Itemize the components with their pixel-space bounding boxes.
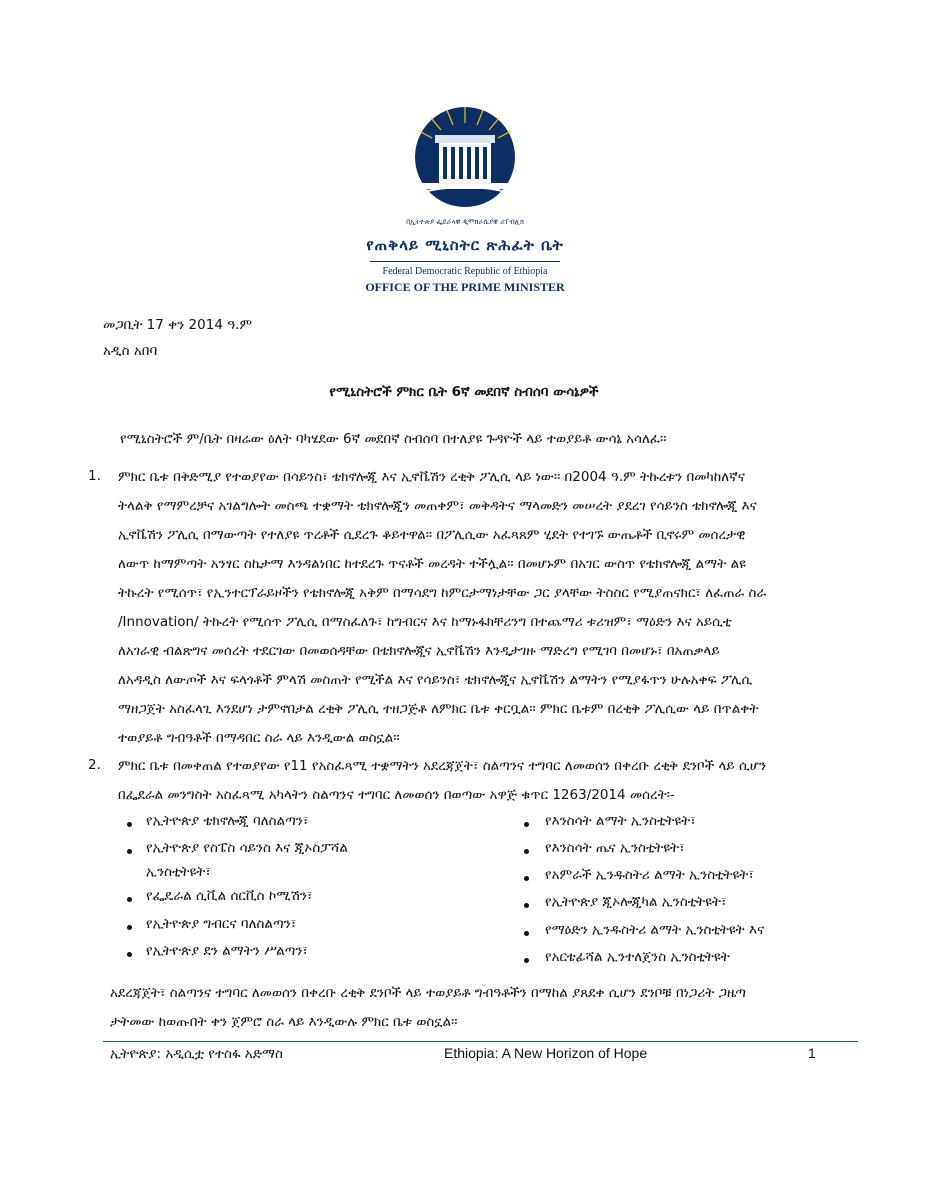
bullet-icon <box>524 903 529 908</box>
building-emblem-icon <box>375 105 555 220</box>
institution-item: የእንስሳት ጤና ኢንስቲትዩት፣ <box>545 840 685 856</box>
item-number: 2. <box>88 757 101 773</box>
institution-item: የኢትዮጵያ የስፔስ ሳይንስ እና ጂኦስፓሻል <box>146 840 348 856</box>
institution-item: የማዕድን ኢንዱስትሪ ልማት ኢንስቲትዩት እና <box>545 922 765 938</box>
letterhead-english-office: OFFICE OF THE PRIME MINISTER <box>365 280 565 294</box>
institution-item: የአርቴፊሻል ኢንተለጀንስ ኢንስቲትዩት <box>545 949 730 965</box>
item-1-line: ተወያይቶ ግብዓቶች በማዳበር ስራ ላይ እንዲውል ወስኗል፡፡ <box>118 730 400 746</box>
institution-item-wrap: ኢንስቲትዩት፣ <box>146 864 211 880</box>
closing-line: ታትመው ከወጡበት ቀን ጀምሮ ስራ ላይ እንዲውሉ ምክር ቤቱ ወስኗል፡፡ <box>110 1014 458 1030</box>
letterhead-amharic-office: የጠቅላይ ሚኒስትር ጽሕፈት ቤት <box>366 236 564 254</box>
bullet-icon <box>524 931 529 936</box>
document-heading: የሚኒስትሮች ምክር ቤት 6ኛ መደበኛ ስብሰባ ውሳኔዎች <box>329 384 599 400</box>
document-date: መጋቢት 17 ቀን 2014 ዓ.ም <box>103 317 253 333</box>
letterhead-amharic-country: በኢትዮጵያ ፌደራላዊ ዲሞክራሲያዊ ሪፐብሊክ <box>406 218 524 226</box>
institution-item: የኢትዮጵያ ጂኦሎጂካል ኢንስቲትዩት፣ <box>545 894 727 910</box>
intro-paragraph: የሚኒስትሮች ም/ቤት በዛሬው ዕለት ባካሄደው 6ኛ መደበኛ ስብሰባ በተለያዩ ጉዳዮች ላይ ተወያይቶ ውሳኔ አሳለፈ፡፡ <box>120 431 667 447</box>
item-1-line: ትኩረት የሚሰጥ፣ የኢንተርፕራይዞችን የቴክኖሎጂ አቅም በማሳደግ ከምርታማነታቸው ጋር ያላቸው ትስስር የሚያጠናክር፣ ለፈጠራ ስራ <box>118 585 767 601</box>
item-1-line: ትላልቅ የማምረቻና አገልግሎት መስጫ ተቋማት ቴክኖሎጂን መጠቀም፣ መቅዳትና ማላመድን መሠረት ያደረገ የሳይንስ ቴክኖሎጂ እና <box>118 498 757 514</box>
letterhead-english-country: Federal Democratic Republic of Ethiopia <box>382 266 548 277</box>
item-2-line: በፌደራል መንግስት አስፈጻሚ አካላትን ስልጣንና ተግባር ለመወሰን በወጣው አዋጅ ቁጥር 1263/2014 መሰረት፡- <box>118 787 675 803</box>
item-1-line: ለአዳዲስ ለውጦች እና ፍላጎቶች ምላሽ መስጠት የሚችል እና የሳይንስ፣ ቴክኖሎጂና ኢኖቬሽን ልማትን የሚያፋጥን ሁሉአቀፍ ፖሊሲ <box>118 672 753 688</box>
bullet-icon <box>524 849 529 854</box>
bullet-icon <box>524 958 529 963</box>
item-1-line: ለአገራዊ ብልጽግና መሰረት ተደርገው በመወሰዳቸው በቴክኖሎጂና ኢኖቬሽን እንዲታገዙ ማድረግ የሚገባ በመሆኑ፣ በአጠቃላይ <box>118 643 720 659</box>
pm-office-emblem <box>375 105 555 250</box>
footer-motto-english: Ethiopia: A New Horizon of Hope <box>444 1045 648 1061</box>
item-number: 1. <box>88 468 101 484</box>
bullet-icon <box>127 822 132 827</box>
item-1-line: ለውጥ ከማምጣት አንፃር ስኬታማ እንዳልነበር ከተደረጉ ጥናቶች መረዳት ተችሏል፡፡ በመሆኑም በአገር ውስጥ የቴክኖሎጂ ልማት ልዩ <box>118 556 746 572</box>
institution-item: የእንስሳት ልማት ኢንስቲትዩት፣ <box>545 813 696 829</box>
footer-motto-amharic: ኢትዮጵያ: አዲሲቷ የተስፋ አድማስ <box>110 1046 283 1062</box>
bullet-icon <box>127 925 132 930</box>
item-2-line: ምክር ቤቱ በመቀጠል የተወያየው የ11 የአስፈጻሚ ተቋማትን አደረጃጀት፣ ስልጣንና ተግባር ለመወሰን በቀረቡ ረቂቅ ደንቦች ላይ ሲሆን <box>118 758 767 774</box>
institution-item: የኢትዮጵያ ቴክኖሎጂ ባለስልጣን፣ <box>146 813 309 829</box>
footer-divider <box>103 1041 858 1042</box>
item-1-line: ምክር ቤቱ በቅድሚያ የተወያየው በሳይንስ፣ ቴክኖሎጂ እና ኢኖቬሽን ረቂቅ ፖሊሲ ላይ ነው፡፡ በ2004 ዓ.ም ትኩረቱን በመካከለኛና <box>118 469 745 485</box>
document-city: አዲስ አበባ <box>103 343 158 359</box>
bullet-icon <box>127 952 132 957</box>
bullet-icon <box>524 822 529 827</box>
item-1-line: /Innovation/ ትኩረት የሚሰጥ ፖሊሲ በማስፈለጉ፣ ከግብርና እና ከማኑፋክቸሪንግ በተጨማሪ ቱሪዝም፣ ማዕድን እና አይሲቲ <box>118 614 732 630</box>
page-number: 1 <box>808 1045 816 1061</box>
closing-line: አደረጃጀት፣ ስልጣንና ተግባር ለመወሰን በቀረቡ ረቂቅ ደንቦች ላይ ተወያይቶ ግብዓቶችን በማከል ያጸደቀ ሲሆን ደንቦቹ በነጋሪት ጋዜጣ <box>110 985 746 1001</box>
bullet-icon <box>127 897 132 902</box>
bullet-icon <box>127 849 132 854</box>
bullet-icon <box>524 876 529 881</box>
institution-item: የኢትዮጵያ ግብርና ባለስልጣን፣ <box>146 916 297 932</box>
item-1-line: ማዘጋጀት አስፈላጊ እንደሆነ ታምኖበታል ረቂቅ ፖሊሲ ተዘጋጅቶ ለምክር ቤቱ ቀርቧል፡፡ ምክር ቤቱም በረቂቅ ፖሊሲው ላይ በጥልቀት <box>118 701 759 717</box>
institution-item: የፌዴራል ሲቪል ሰርቪስ ኮሚሽን፣ <box>146 888 313 904</box>
institution-item: የኢትዮጵያ ደን ልማትን ሥልጣን፣ <box>146 943 308 959</box>
letterhead-divider <box>370 261 560 262</box>
institution-item: የአምራች ኢንዱስትሪ ልማት ኢንስቲትዩት፣ <box>545 867 754 883</box>
item-1-line: ኢኖቬሽን ፖሊሲ በማውጣት የተለያዩ ጥረቶች ሲደረጉ ቆይተዋል፡፡ በፖሊሲው አፈጻጸም ሂደት የተገኙ ውጤቶች ቢኖሩም መሰረታዊ <box>118 527 746 543</box>
